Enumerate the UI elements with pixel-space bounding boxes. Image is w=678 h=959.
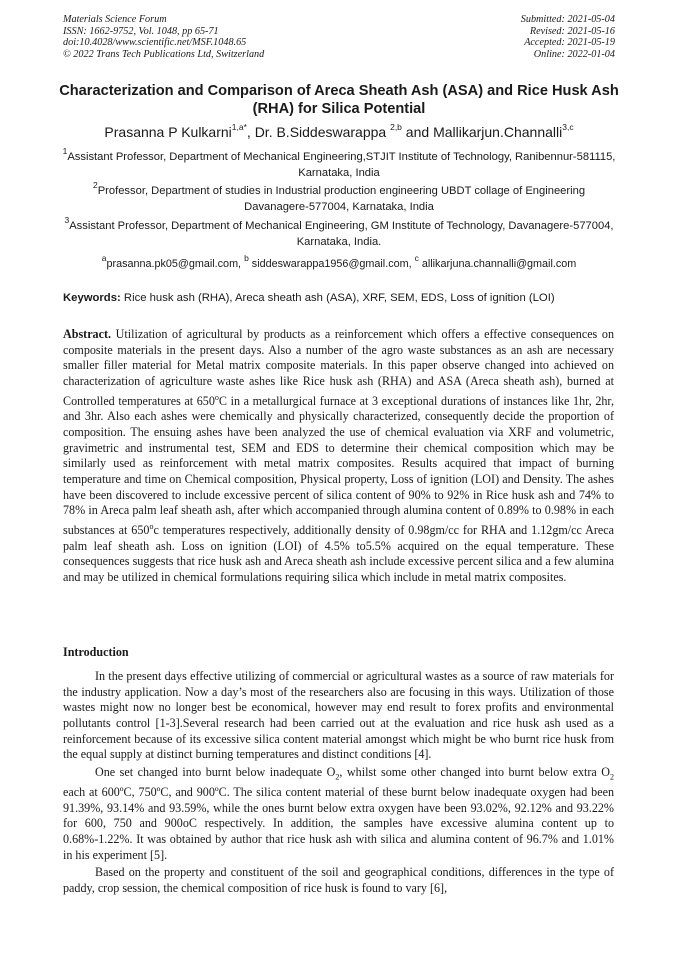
abstract-text: Utilization of agricultural by products as a reinforcement which offers a effective consequences on composite materials in the present days. Also a number of the agro waste substances as an ash are necessary smaller filler material for Metal matrix composite materials. In this paper observe changed into achieved on characterization of agriculture waste ashes like Rice husk ash (RHA) and ASA (Areca sheath ash), burned at Controlled temperatures at 650: [63, 327, 614, 408]
affiliation-marker: 2: [92, 180, 98, 191]
author-superscript: 1,a*: [231, 122, 247, 133]
affiliation-1: [60, 146, 618, 181]
email-text: allikarjuna.channalli@gmail.com: [418, 258, 577, 270]
paragraph: In the present days effective utilizing of commercial or agricultural wastes as a source of raw materials for the industry application. Now a day’s most of the researchers also are focusing in this ways. Utilization of those wastes might now no longer best be economical, however may end result to forex profits and environmental pollutants control [1-3].Several research had been carried out at the evaluation and rice husk ash used as a reinforcement because of its excessive silica content material amongst which might be who burnt rice husk from the equal supply at distinct burning temperatures and distinct conditions [4].: [63, 669, 614, 762]
copyright-line: © 2022 Trans Tech Publications Ltd, Switzerland: [63, 48, 265, 60]
journal-info: [63, 14, 264, 60]
online-date: Online: 2022-01-04: [533, 48, 615, 60]
email-text: siddeswarappa1956@gmail.com,: [248, 258, 415, 270]
degree-symbol: o: [214, 392, 219, 402]
email-text: prasanna.pk05@gmail.com,: [106, 258, 245, 270]
email-marker: a: [101, 253, 107, 264]
keywords-label: Keywords:: [63, 292, 121, 304]
submitted-date: Submitted: 2021-05-04: [520, 14, 615, 25]
accepted-date: Accepted: 2021-05-19: [524, 37, 615, 48]
doi-line: doi:10.4028/www.scientific.net/MSF.1048.65: [63, 37, 247, 48]
journal-name: Materials Science Forum: [63, 14, 167, 25]
keywords: [63, 291, 623, 306]
issn-line: ISSN: 1662-9752, Vol. 1048, pp 65-71: [63, 25, 219, 37]
introduction-body: [63, 669, 614, 899]
publication-dates: [521, 14, 615, 60]
keywords-text: Rice husk ash (RHA), Areca sheath ash (ASA), XRF, SEM, EDS, Loss of ignition (LOI): [120, 292, 555, 304]
affiliation-3: [60, 215, 618, 250]
author-list: [20, 123, 658, 141]
author-separator: ,: [246, 124, 255, 140]
affiliation-text: Assistant Professor, Department of Mechanical Engineering, GM Institute of Technology, Davanagere-577004, Karnataka, India.: [69, 220, 614, 248]
revised-date: Revised: 2021-05-16: [529, 25, 615, 37]
subscript: 2: [609, 772, 614, 782]
affiliation-text: Assistant Professor, Department of Mechanical Engineering,STJIT Institute of Technology, Ranibennur-581115, Karnataka, India: [67, 151, 616, 179]
abstract-text: c temperatures respectively, additionally density of 0.98gm/cc for RHA and 1.12gm/cc Areca palm leaf sheath ash. Loss on ignition (LOI) of 4.5% to5.5% acquired on the equal temperature. These consequences suggests that rice husk ash and Areca sheath ash include excessive percent silica and a few alumina and may be utilized in chemical formulations requiring silica which include in metal matrix composites.: [63, 522, 614, 584]
affiliation-marker: 1: [62, 146, 68, 157]
email-marker: c: [414, 253, 419, 264]
paragraph-text: , whilst some other changed into burnt below extra O: [339, 764, 610, 779]
affiliation-text: Professor, Department of studies in Industrial production engineering UBDT collage of Engineering Davanagere-577004, Karnataka, India: [97, 185, 586, 213]
email-marker: b: [244, 253, 249, 264]
author-separator: and: [401, 124, 434, 140]
paragraph: Based on the property and constituent of the soil and geographical conditions, differences in the type of paddy, crop session, the chemical composition of rice husk is found to vary [6],: [63, 865, 614, 895]
paragraph-text: One set changed into burnt below inadequate O: [95, 764, 336, 779]
subscript: 2: [335, 772, 340, 782]
affiliation-2: [60, 180, 618, 215]
author-superscript: 2,b: [390, 122, 402, 133]
abstract: [63, 327, 614, 586]
affiliation-marker: 3: [64, 215, 70, 226]
author-name: Dr. B.Siddeswarappa: [254, 124, 391, 140]
abstract-label: Abstract.: [63, 327, 112, 341]
author-name: Prasanna P Kulkarni: [104, 124, 232, 140]
paragraph-text: each at 600ºC, 750ºC, and 900ºC. The silica content material of these burnt below inadequate oxygen had been 91.39%, 93.14% and 93.59%, while the ones burnt below extra oxygen have been 93.02%, 92.12% and 93.22% for 600, 750 and 900oC respectively. In addition, the samples have excessive alumina content up to 0.68%-1.22%. It was obtained by author that rice husk ash with silica and alumina content of 96.7% and 1.01% in his experiment [5].: [63, 785, 614, 862]
author-emails: [40, 253, 638, 271]
abstract-text: C in a metallurgical furnace at 3 exceptional durations of instances like 1hr, 2hr, and 3hr. Also each ashes were chemically and physically characterized, consequently decide the proportion of composition. The ensuing ashes have been analyzed the use of chemical evaluation via XRF and volumetric, gravimetric and instrumental test, SEM and EDS to determine their chemical composition which may be similarly used as reinforcement with metal matrix composites. Results acquired that impact of burning temperature and time on Chemical composition, Physical property, Loss of ignition (LOI) and Density. The ashes have been discovered to include excessive percent of silica content of 90% to 92% in Rice husk ash and 74% to 78% in Areca palm leaf sheath ash, after which accompanied through alumina content of 0.89% to 0.98% in each substances at 650: [63, 393, 614, 537]
degree-symbol: o: [149, 521, 154, 531]
paragraph: [63, 765, 614, 863]
paper-title: Characterization and Comparison of Areca Sheath Ash (ASA) and Rice Husk Ash (RHA) for Silica Potential: [59, 83, 619, 117]
section-heading-introduction: Introduction: [63, 645, 129, 659]
author-superscript: 3,c: [562, 122, 574, 133]
author-name: Mallikarjun.Channalli: [433, 124, 563, 140]
